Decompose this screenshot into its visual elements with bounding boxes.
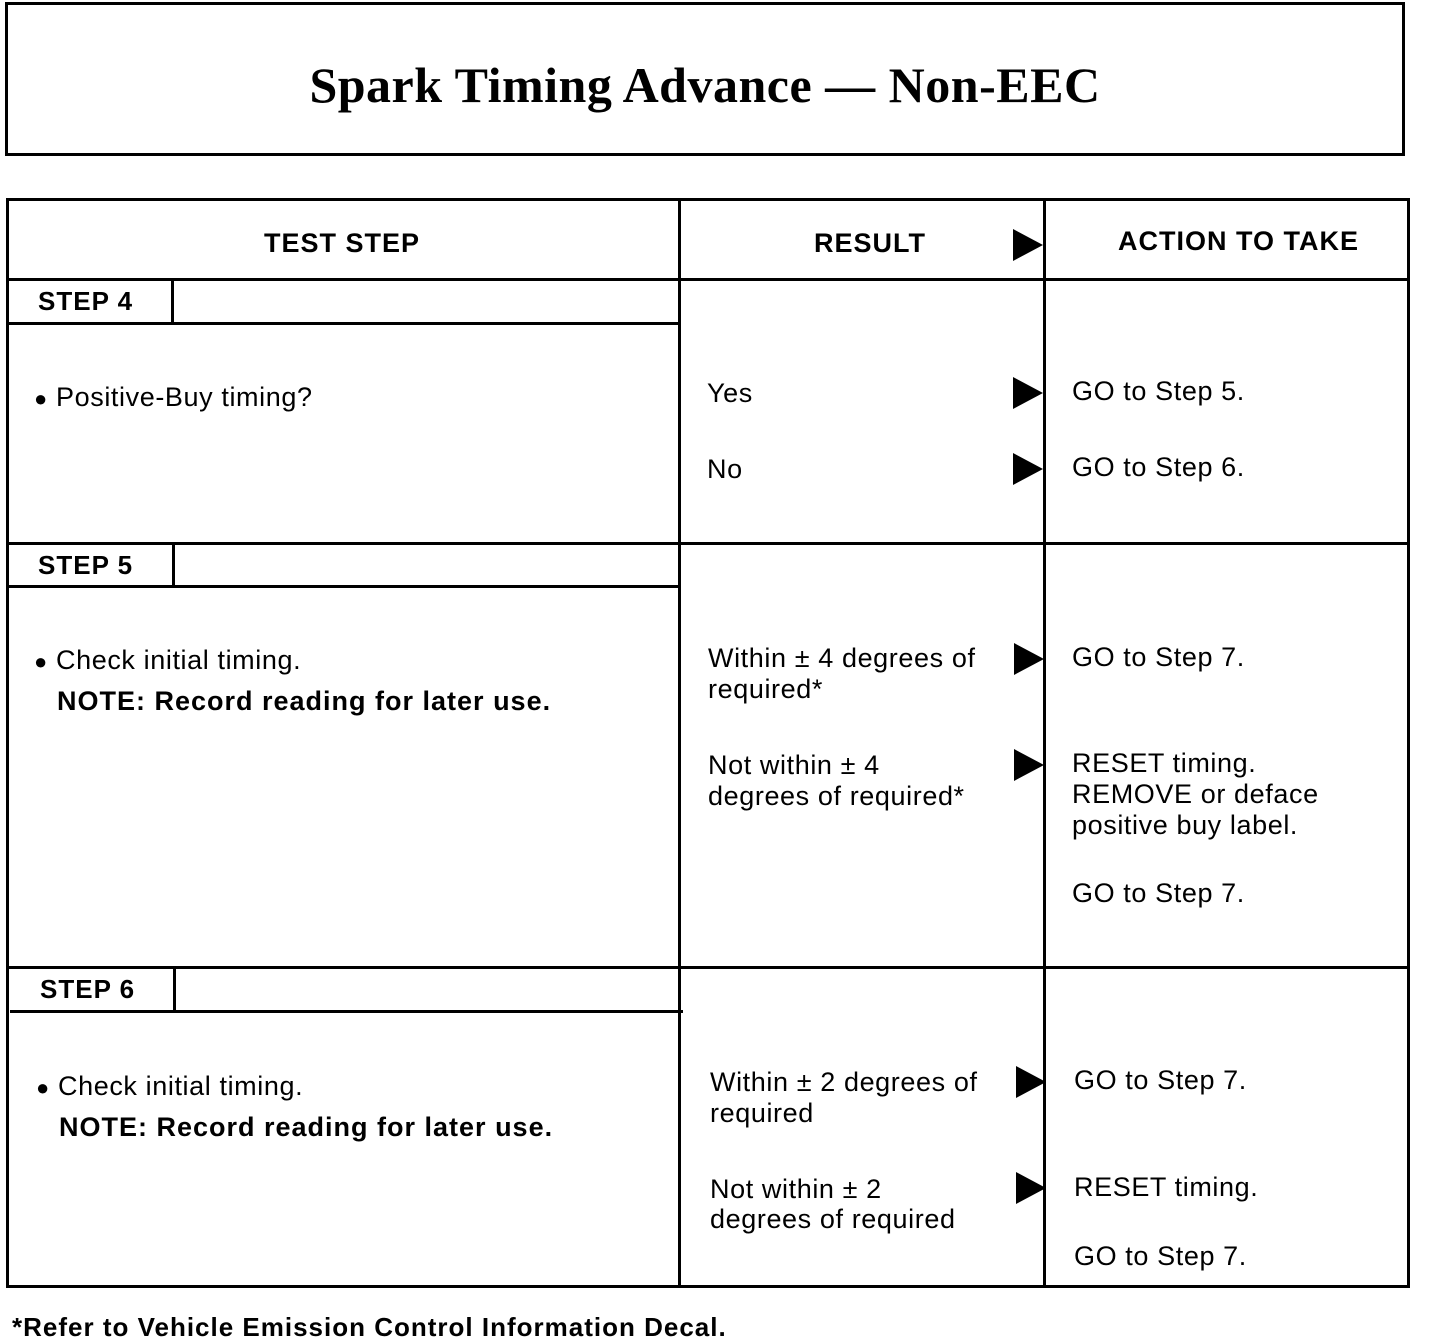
bullet-icon: ● bbox=[36, 1075, 50, 1100]
arrow-icon bbox=[1016, 1172, 1046, 1204]
row-divider bbox=[6, 542, 1410, 545]
action-text: GO to Step 5. bbox=[1072, 376, 1245, 406]
step-header-divider bbox=[10, 1010, 683, 1013]
step-label: STEP 6 bbox=[10, 969, 176, 1013]
action-text: GO to Step 7. bbox=[1074, 1065, 1247, 1095]
result-text: Not within ± 2 bbox=[710, 1174, 882, 1204]
arrow-icon bbox=[1013, 377, 1043, 409]
action-text: GO to Step 7. bbox=[1074, 1241, 1247, 1271]
bullet-icon: ● bbox=[34, 649, 48, 674]
arrow-icon bbox=[1013, 453, 1043, 485]
arrow-icon bbox=[1014, 749, 1044, 781]
action-text: RESET timing. bbox=[1074, 1172, 1259, 1202]
footnote: *Refer to Vehicle Emission Control Information Decal. bbox=[12, 1312, 727, 1342]
step-header-divider bbox=[8, 322, 679, 325]
action-text: RESET timing. bbox=[1072, 748, 1257, 778]
result-text: required* bbox=[708, 674, 823, 704]
step-label: STEP 5 bbox=[8, 545, 175, 588]
step-instruction bbox=[36, 1071, 303, 1103]
action-text: REMOVE or deface bbox=[1072, 779, 1319, 809]
page-title: Spark Timing Advance — Non-EEC bbox=[309, 57, 1101, 113]
header-result: RESULT bbox=[814, 228, 926, 258]
column-divider-result bbox=[678, 200, 681, 1288]
arrow-icon bbox=[1016, 1066, 1046, 1098]
action-text: GO to Step 7. bbox=[1072, 642, 1245, 672]
header-divider bbox=[6, 278, 1410, 281]
note-text: NOTE: Record reading for later use. bbox=[59, 1112, 554, 1142]
result-text: degrees of required* bbox=[708, 781, 965, 811]
instruction-text: Check initial timing. bbox=[56, 645, 302, 675]
action-text: GO to Step 7. bbox=[1072, 878, 1245, 908]
instruction-text: Positive-Buy timing? bbox=[56, 382, 313, 412]
result-text: No bbox=[707, 454, 743, 484]
action-text: positive buy label. bbox=[1072, 810, 1299, 840]
result-text: Within ± 4 degrees of bbox=[708, 643, 976, 673]
header-action: ACTION TO TAKE bbox=[1118, 226, 1359, 256]
arrow-icon bbox=[1014, 643, 1044, 675]
step-label: STEP 4 bbox=[8, 281, 174, 325]
result-text: Within ± 2 degrees of bbox=[710, 1067, 978, 1097]
result-text: degrees of required bbox=[710, 1204, 956, 1234]
bullet-icon: ● bbox=[34, 386, 48, 411]
row-divider bbox=[6, 966, 1410, 969]
header-test-step: TEST STEP bbox=[264, 228, 421, 258]
instruction-text: Check initial timing. bbox=[58, 1071, 304, 1101]
result-text: Yes bbox=[707, 378, 753, 408]
action-text: GO to Step 6. bbox=[1072, 452, 1245, 482]
step-instruction bbox=[34, 382, 313, 414]
step-instruction bbox=[34, 645, 301, 677]
header-arrow-icon bbox=[1013, 229, 1043, 261]
step-header-divider bbox=[8, 585, 681, 588]
result-text: Not within ± 4 bbox=[708, 750, 880, 780]
note-text: NOTE: Record reading for later use. bbox=[57, 686, 552, 716]
result-text: required bbox=[710, 1098, 814, 1128]
column-divider-action bbox=[1043, 200, 1046, 1288]
